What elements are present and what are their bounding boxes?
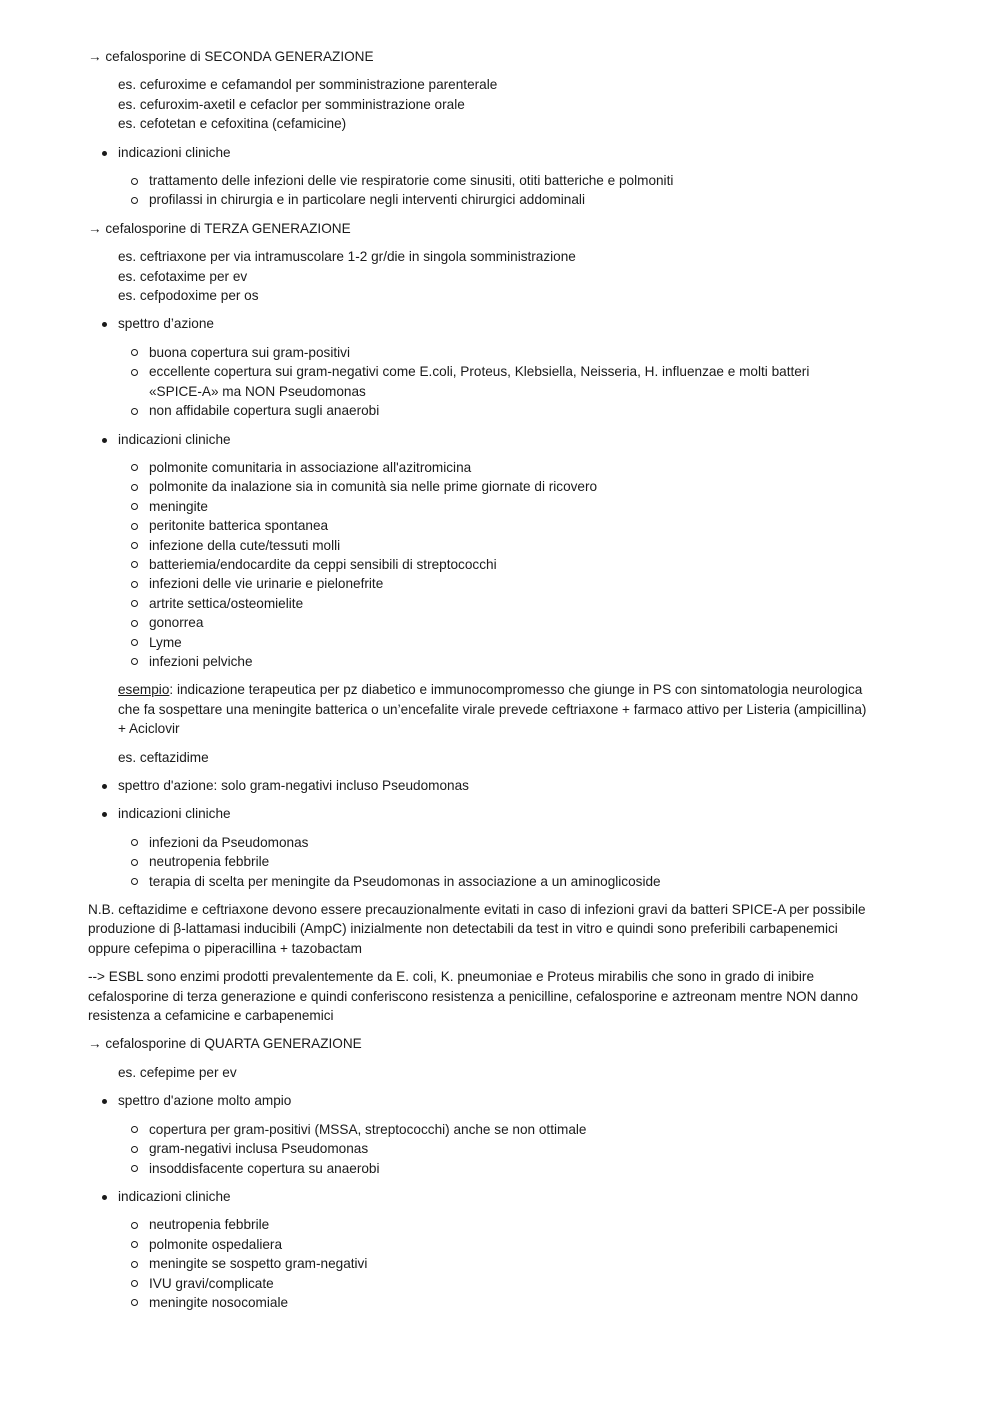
circle-bullet-icon bbox=[131, 1241, 138, 1248]
sub-bullet-item: meningite se sospetto gram-negativi bbox=[88, 1254, 888, 1273]
example-label: esempio bbox=[118, 682, 170, 698]
example-line: es. cefuroxim-axetil e cefaclor per somministrazione orale bbox=[118, 96, 465, 112]
circle-bullet-icon bbox=[131, 658, 138, 665]
sub-bullet-item: meningite bbox=[88, 497, 888, 516]
circle-bullet-icon bbox=[131, 1280, 138, 1287]
example-paragraph bbox=[88, 680, 873, 738]
circle-bullet-icon bbox=[131, 178, 138, 185]
bullet-item: indicazioni cliniche bbox=[88, 430, 888, 449]
circle-bullet-icon bbox=[131, 1165, 138, 1172]
circle-bullet-icon bbox=[131, 523, 138, 530]
sub-bullet-item: polmonite comunitaria in associazione all'azitromicina bbox=[88, 458, 888, 477]
sub-bullet-item: terapia di scelta per meningite da Pseudomonas in associazione a un aminoglicoside bbox=[88, 872, 888, 891]
bullet-item: spettro d’azione bbox=[88, 314, 888, 333]
bullet-dot-icon bbox=[102, 438, 107, 443]
circle-bullet-icon bbox=[131, 464, 138, 471]
section-heading-third: → cefalosporine di TERZA GENERAZIONE bbox=[88, 220, 351, 236]
sub-bullet-item: infezione della cute/tessuti molli bbox=[88, 536, 888, 555]
sub-bullet-item: Lyme bbox=[88, 633, 888, 652]
sub-bullet-item: IVU gravi/complicate bbox=[88, 1274, 888, 1293]
example-line: es. cefpodoxime per os bbox=[118, 288, 259, 304]
circle-bullet-icon bbox=[131, 1261, 138, 1268]
sub-bullet-item: batteriemia/endocardite da ceppi sensibili di streptococchi bbox=[88, 555, 888, 574]
circle-bullet-icon bbox=[131, 620, 138, 627]
circle-bullet-icon bbox=[131, 859, 138, 866]
bullet-dot-icon bbox=[102, 812, 107, 817]
bullet-item bbox=[88, 143, 888, 162]
sub-bullet-item: neutropenia febbrile bbox=[88, 1215, 888, 1234]
sub-bullet-item: insoddisfacente copertura su anaerobi bbox=[88, 1159, 888, 1178]
note-paragraph: N.B. ceftazidime e ceftriaxone devono essere precauzionalmente evitati in caso di infezioni gravi da batteri SPICE-A per possibile produzione di β-lattamasi inducibili (AmpC) inizialmente non detectabili da test in vitro e quindi sono preferibili carbapenemici oppure cefepima o piperacillina + tazobactam bbox=[88, 902, 866, 956]
bullet-dot-icon bbox=[102, 1099, 107, 1104]
sub-bullet-item: infezioni da Pseudomonas bbox=[88, 833, 888, 852]
bullet-dot-icon bbox=[102, 1195, 107, 1200]
sub-bullet-item: meningite nosocomiale bbox=[88, 1293, 888, 1312]
circle-bullet-icon bbox=[131, 600, 138, 607]
indication-list bbox=[88, 458, 888, 671]
circle-bullet-icon bbox=[131, 369, 138, 376]
sub-bullet-item: artrite settica/osteomielite bbox=[88, 594, 888, 613]
sub-bullet-item: copertura per gram-positivi (MSSA, streptococchi) anche se non ottimale bbox=[88, 1120, 888, 1139]
sub-bullet-item: gram-negativi inclusa Pseudomonas bbox=[88, 1139, 888, 1158]
circle-bullet-icon bbox=[131, 639, 138, 646]
sub-bullet-item: trattamento delle infezioni delle vie respiratorie come sinusiti, otiti batteriche e polmoniti bbox=[88, 171, 888, 190]
circle-bullet-icon bbox=[131, 1299, 138, 1306]
sub-bullet-item: buona copertura sui gram-positivi bbox=[88, 343, 888, 362]
circle-bullet-icon bbox=[131, 197, 138, 204]
example-line: es. cefuroxime e cefamandol per somministrazione parenterale bbox=[118, 77, 498, 93]
bullet-dot-icon bbox=[102, 151, 107, 156]
circle-bullet-icon bbox=[131, 349, 138, 356]
sub-bullet-item: polmonite ospedaliera bbox=[88, 1235, 888, 1254]
circle-bullet-icon bbox=[131, 561, 138, 568]
sub-bullet-item: infezioni pelviche bbox=[88, 652, 888, 671]
sub-bullet-item: profilassi in chirurgia e in particolare negli interventi chirurgici addominali bbox=[88, 190, 888, 209]
sub-bullet-item: neutropenia febbrile bbox=[88, 852, 888, 871]
example-line: es. cefotaxime per ev bbox=[118, 268, 248, 284]
bullet-dot-icon bbox=[102, 322, 107, 327]
circle-bullet-icon bbox=[131, 503, 138, 510]
bullet-item: indicazioni cliniche bbox=[88, 1187, 888, 1206]
circle-bullet-icon bbox=[131, 484, 138, 491]
circle-bullet-icon bbox=[131, 581, 138, 588]
sub-bullet-item: peritonite batterica spontanea bbox=[88, 516, 888, 535]
sub-bullet-item: polmonite da inalazione sia in comunità sia nelle prime giornate di ricovero bbox=[88, 477, 888, 496]
circle-bullet-icon bbox=[131, 1126, 138, 1133]
circle-bullet-icon bbox=[131, 408, 138, 415]
sub-bullet-item: non affidabile copertura sugli anaerobi bbox=[88, 401, 888, 420]
sub-bullet-item: infezioni delle vie urinarie e pielonefrite bbox=[88, 574, 888, 593]
example-line: es. cefotetan e cefoxitina (cefamicine) bbox=[118, 116, 347, 132]
bullet-item: spettro d'azione molto ampio bbox=[88, 1091, 888, 1110]
bullet-item: spettro d'azione: solo gram-negativi incluso Pseudomonas bbox=[88, 776, 888, 795]
example-line: es. ceftazidime bbox=[118, 749, 209, 765]
circle-bullet-icon bbox=[131, 878, 138, 885]
document-page bbox=[88, 47, 888, 1312]
example-line: es. cefepime per ev bbox=[118, 1064, 237, 1080]
bullet-label: indicazioni cliniche bbox=[118, 144, 231, 160]
bullet-dot-icon bbox=[102, 784, 107, 789]
example-line: es. ceftriaxone per via intramuscolare 1-2 gr/die in singola somministrazione bbox=[118, 249, 576, 265]
circle-bullet-icon bbox=[131, 1222, 138, 1229]
section-heading-second: → cefalosporine di SECONDA GENERAZIONE bbox=[88, 49, 374, 64]
esbl-paragraph: --> ESBL sono enzimi prodotti prevalentemente da E. coli, K. pneumoniae e Proteus mirabilis che sono in grado di inibire cefalosporine di terza generazione e quindi conferiscono resistenza a penicilline, cefalosporine e aztreonam mentre NON danno resistenza a cefamicine e carbapenemici bbox=[88, 969, 859, 1024]
circle-bullet-icon bbox=[131, 1146, 138, 1153]
circle-bullet-icon bbox=[131, 839, 138, 846]
example-text: : indicazione terapeutica per pz diabetico e immunocompromesso che giunge in PS con sintomatologia neurologica che fa sospettare una meningite batterica o un’encefalite virale prevede ceftriaxone + farmaco attivo per Listeria (ampicillina) + Aciclovir bbox=[118, 682, 867, 737]
circle-bullet-icon bbox=[131, 542, 138, 549]
bullet-item: indicazioni cliniche bbox=[88, 804, 888, 823]
sub-bullet-item: gonorrea bbox=[88, 613, 888, 632]
section-heading-fourth: → cefalosporine di QUARTA GENERAZIONE bbox=[88, 1036, 362, 1052]
sub-bullet-item: eccellente copertura sui gram-negativi come E.coli, Proteus, Klebsiella, Neisseria, H. influenzae e molti batteri «SPICE-A» ma NON Pseudomonas bbox=[88, 362, 849, 401]
